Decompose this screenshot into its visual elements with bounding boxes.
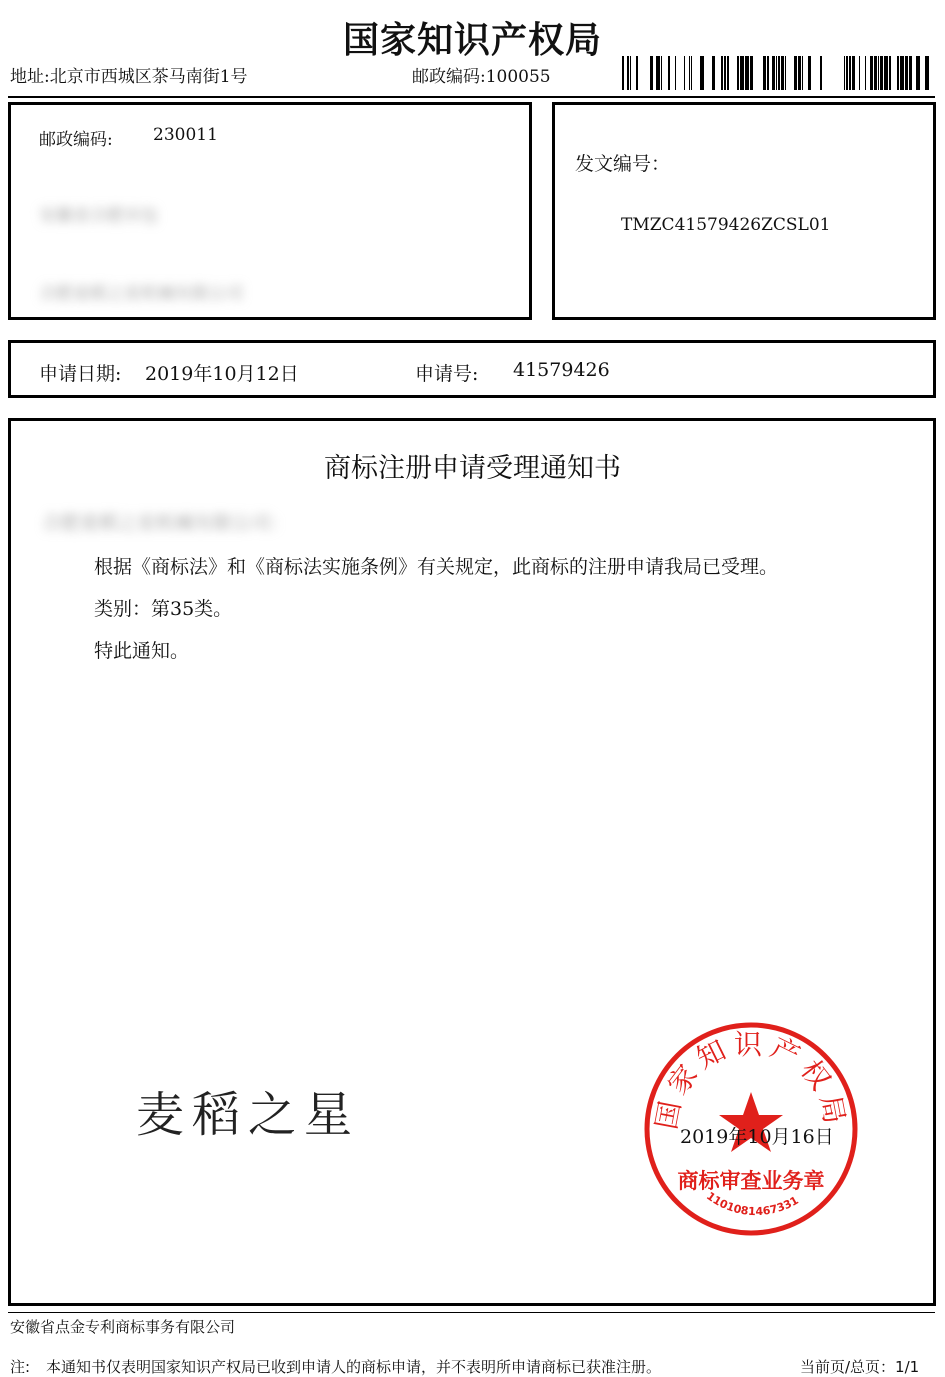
barcode-bar [870, 56, 873, 90]
barcode-bar [630, 56, 631, 90]
barcode-bar [846, 56, 848, 90]
barcode-bar [808, 56, 811, 90]
notice-addressee: 合肥麦稻之星机械有限公司： [42, 512, 290, 534]
barcode-bar [778, 56, 780, 90]
barcode-bar [668, 56, 670, 90]
application-number-value: 41579426 [513, 359, 610, 381]
barcode-bar [763, 56, 766, 90]
doc-number-box [552, 102, 936, 320]
recipient-postcode-value: 230011 [153, 125, 218, 145]
barcode-bar [865, 56, 866, 90]
barcode-bar [650, 56, 653, 90]
barcode-bar [727, 56, 729, 90]
footer-note: 本通知书仅表明国家知识产权局已收到申请人的商标申请，并不表明所申请商标已获准注册。 [46, 1358, 662, 1376]
barcode-bar [900, 56, 904, 90]
seal-date: 2019年10月16日 [680, 1126, 834, 1148]
barcode-bar [852, 56, 855, 90]
footer-note-label: 注: [10, 1358, 31, 1376]
recipient-name: 合肥麦稻之星机械有限公司 [39, 284, 243, 304]
barcode-bar [712, 56, 715, 90]
seal-dept-text: 商标审查业务章 [677, 1169, 825, 1193]
recipient-postcode-label: 邮政编码: [39, 130, 113, 150]
notice-line-1: 根据《商标法》和《商标法实施条例》有关规定，此商标的注册申请我局已受理。 [94, 556, 779, 578]
barcode-bar [878, 56, 879, 90]
barcode-bar [691, 56, 692, 90]
barcode-bar [897, 56, 899, 90]
application-date-value: 2019年10月12日 [145, 363, 299, 385]
barcode-bar [622, 56, 624, 90]
application-date-label: 申请日期: [39, 363, 122, 385]
barcode-bar [925, 56, 929, 90]
barcode-bar [636, 56, 638, 90]
barcode-bar [750, 56, 753, 90]
barcode-bar [874, 56, 877, 90]
office-postcode: 邮政编码:100055 [412, 67, 551, 87]
barcode-bar [781, 56, 784, 90]
header-divider [8, 96, 935, 98]
barcode-image [622, 56, 930, 90]
doc-number-value: TMZC41579426ZCSL01 [621, 215, 831, 235]
barcode-bar [700, 56, 704, 90]
application-number-label: 申请号: [415, 363, 479, 385]
barcode-bar [675, 56, 676, 90]
barcode-bar [820, 56, 822, 90]
barcode-bar [656, 56, 660, 90]
barcode-bar [627, 56, 629, 90]
barcode-bar [884, 56, 888, 90]
barcode-bar [802, 56, 803, 90]
notice-line-2: 类别：第35类。 [94, 598, 233, 620]
barcode-bar [772, 56, 775, 90]
doc-number-label: 发文编号： [575, 153, 671, 175]
barcode-bar [767, 56, 769, 90]
barcode-bar [776, 56, 777, 90]
agency-name: 安徽省点金专利商标事务有限公司 [10, 1318, 236, 1336]
barcode-bar [721, 56, 723, 90]
recipient-address: 安徽省合肥市包 [39, 206, 158, 226]
trademark-text: 麦稻之星 [136, 1087, 361, 1143]
barcode-bar [889, 56, 891, 90]
barcode-bar [737, 56, 739, 90]
barcode-bar [844, 56, 845, 90]
office-address: 地址:北京市西城区茶马南街1号 [10, 67, 248, 87]
page-title: 国家知识产权局 [342, 20, 602, 61]
notice-title: 商标注册申请受理通知书 [324, 453, 621, 484]
barcode-bar [798, 56, 801, 90]
barcode-bar [909, 56, 912, 90]
barcode-bar [794, 56, 797, 90]
application-info-box [8, 340, 936, 398]
notice-line-3: 特此通知。 [94, 640, 190, 662]
barcode-bar [859, 56, 860, 90]
barcode-bar [916, 56, 920, 90]
barcode-bar [785, 56, 786, 90]
barcode-bar [689, 56, 690, 90]
barcode-bar [740, 56, 744, 90]
page-indicator: 当前页/总页：1/1 [800, 1358, 920, 1376]
barcode-bar [849, 56, 851, 90]
seal-code-text: 1101081467331 [704, 1189, 801, 1219]
recipient-box [8, 102, 532, 320]
footer-divider [8, 1312, 935, 1313]
barcode-bar [880, 56, 883, 90]
barcode-bar [724, 56, 726, 90]
seal-org-text: 国家知识产权局 [649, 1027, 853, 1133]
barcode-bar [745, 56, 749, 90]
barcode-bar [661, 56, 662, 90]
barcode-bar [905, 56, 908, 90]
barcode-bar [684, 56, 685, 90]
